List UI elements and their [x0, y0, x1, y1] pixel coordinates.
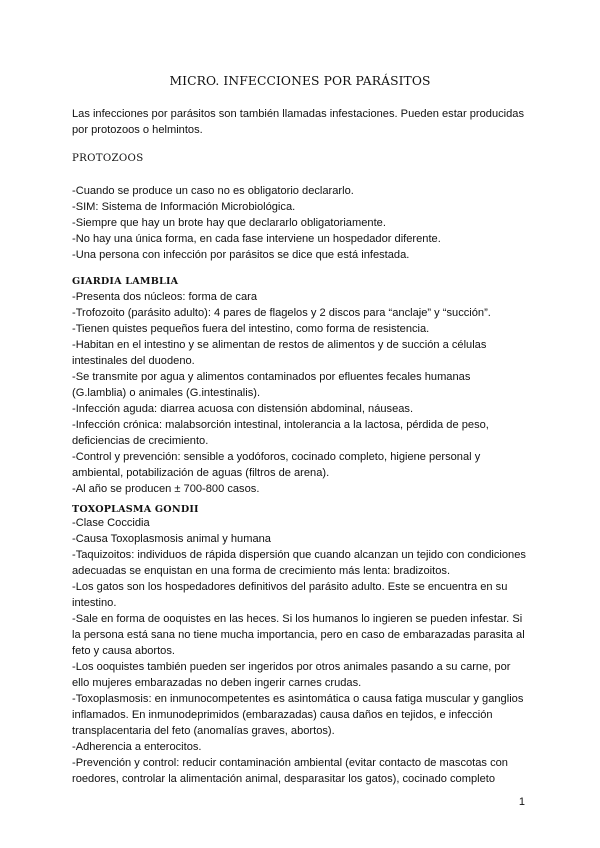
list-item: -Presenta dos núcleos: forma de cara: [72, 291, 257, 303]
list-item: -Taquizoitos: individuos de rápida dispersión que cuando alcanzan un tejido con condiciones: [72, 549, 526, 561]
section-heading-toxoplasma: TOXOPLASMA GONDII: [72, 504, 199, 515]
list-item: -Tienen quistes pequeños fuera del intestino, como forma de resistencia.: [72, 323, 430, 335]
list-item: ello mujeres embarazadas no deben ingerir carnes crudas.: [72, 677, 362, 689]
list-item: -Trofozoito (parásito adulto): 4 pares de flagelos y 2 discos para “anclaje” y “succión”.: [72, 307, 491, 319]
intro-line: por protozoos o helmintos.: [72, 124, 203, 136]
protozoos-list: [72, 183, 532, 263]
list-item: -Infección crónica: malabsorción intestinal, intolerancia a la lactosa, pérdida de peso,: [72, 419, 489, 431]
toxoplasma-list: [72, 515, 532, 787]
list-item: -Toxoplasmosis: en inmunocompetentes es asintomática o causa fatiga muscular y ganglios: [72, 693, 524, 705]
list-item: (G.lamblia) o animales (G.intestinalis).: [72, 387, 261, 399]
list-item: -Al año se producen ± 700-800 casos.: [72, 483, 260, 495]
intro-line: Las infecciones por parásitos son también llamadas infestaciones. Pueden estar producidas: [72, 108, 525, 120]
list-item: la persona está sana no tiene mucha importancia, pero en caso de embarazadas parasita al: [72, 629, 525, 641]
list-item: -Control y prevención: sensible a yodóforos, cocinado completo, higiene personal y: [72, 451, 481, 463]
list-item: -Cuando se produce un caso no es obligatorio declararlo.: [72, 185, 354, 197]
list-item: -SIM: Sistema de Información Microbiológica.: [72, 201, 296, 213]
list-item: -Se transmite por agua y alimentos contaminados por efluentes fecales humanas: [72, 371, 471, 383]
list-item: intestino.: [72, 597, 117, 609]
section-heading-protozoos: PROTOZOOS: [72, 153, 144, 164]
list-item: intestinales del duodeno.: [72, 355, 195, 367]
list-item: transplacentaria del feto (anomalías graves, abortos).: [72, 725, 335, 737]
list-item: adecuadas se enquistan en una forma de crecimiento más lenta: bradizoitos.: [72, 565, 451, 577]
list-item: -Clase Coccidia: [72, 517, 150, 529]
list-item: -Sale en forma de ooquistes en las heces. Si los humanos lo ingieren se pueden infestar. Si: [72, 613, 523, 625]
section-heading-giardia: GIARDIA LAMBLIA: [72, 276, 179, 287]
giardia-list: [72, 289, 532, 497]
list-item: -Siempre que hay un brote hay que declararlo obligatoriamente.: [72, 217, 386, 229]
list-item: -Los ooquistes también pueden ser ingeridos por otros animales pasando a su carne, por: [72, 661, 511, 673]
page-number: 1: [518, 796, 525, 808]
list-item: feto y causa abortos.: [72, 645, 175, 657]
list-item: deficiencias de crecimiento.: [72, 435, 209, 447]
list-item: -Causa Toxoplasmosis animal y humana: [72, 533, 271, 545]
list-item: -Prevención y control: reducir contaminación ambiental (evitar contacto de mascotas con: [72, 757, 508, 769]
list-item: -Infección aguda: diarrea acuosa con distensión abdominal, náuseas.: [72, 403, 414, 415]
list-item: roedores, controlar la alimentación animal, desparasitar los gatos), cocinado completo: [72, 773, 496, 785]
list-item: -Adherencia a enterocitos.: [72, 741, 202, 753]
page-title: MICRO. INFECCIONES POR PARÁSITOS: [169, 74, 431, 88]
list-item: -No hay una única forma, en cada fase interviene un hospedador diferente.: [72, 233, 441, 245]
list-item: inflamados. En inmunodeprimidos (embarazadas) causa daños en tejidos, e infección: [72, 709, 493, 721]
intro-paragraph: [72, 106, 532, 138]
list-item: -Una persona con infección por parásitos se dice que está infestada.: [72, 249, 410, 261]
list-item: ambiental, potabilización de aguas (filtros de arena).: [72, 467, 330, 479]
list-item: -Los gatos son los hospedadores definitivos del parásito adulto. Este se encuentra en su: [72, 581, 508, 593]
list-item: -Habitan en el intestino y se alimentan de restos de alimentos y de succión a células: [72, 339, 487, 351]
